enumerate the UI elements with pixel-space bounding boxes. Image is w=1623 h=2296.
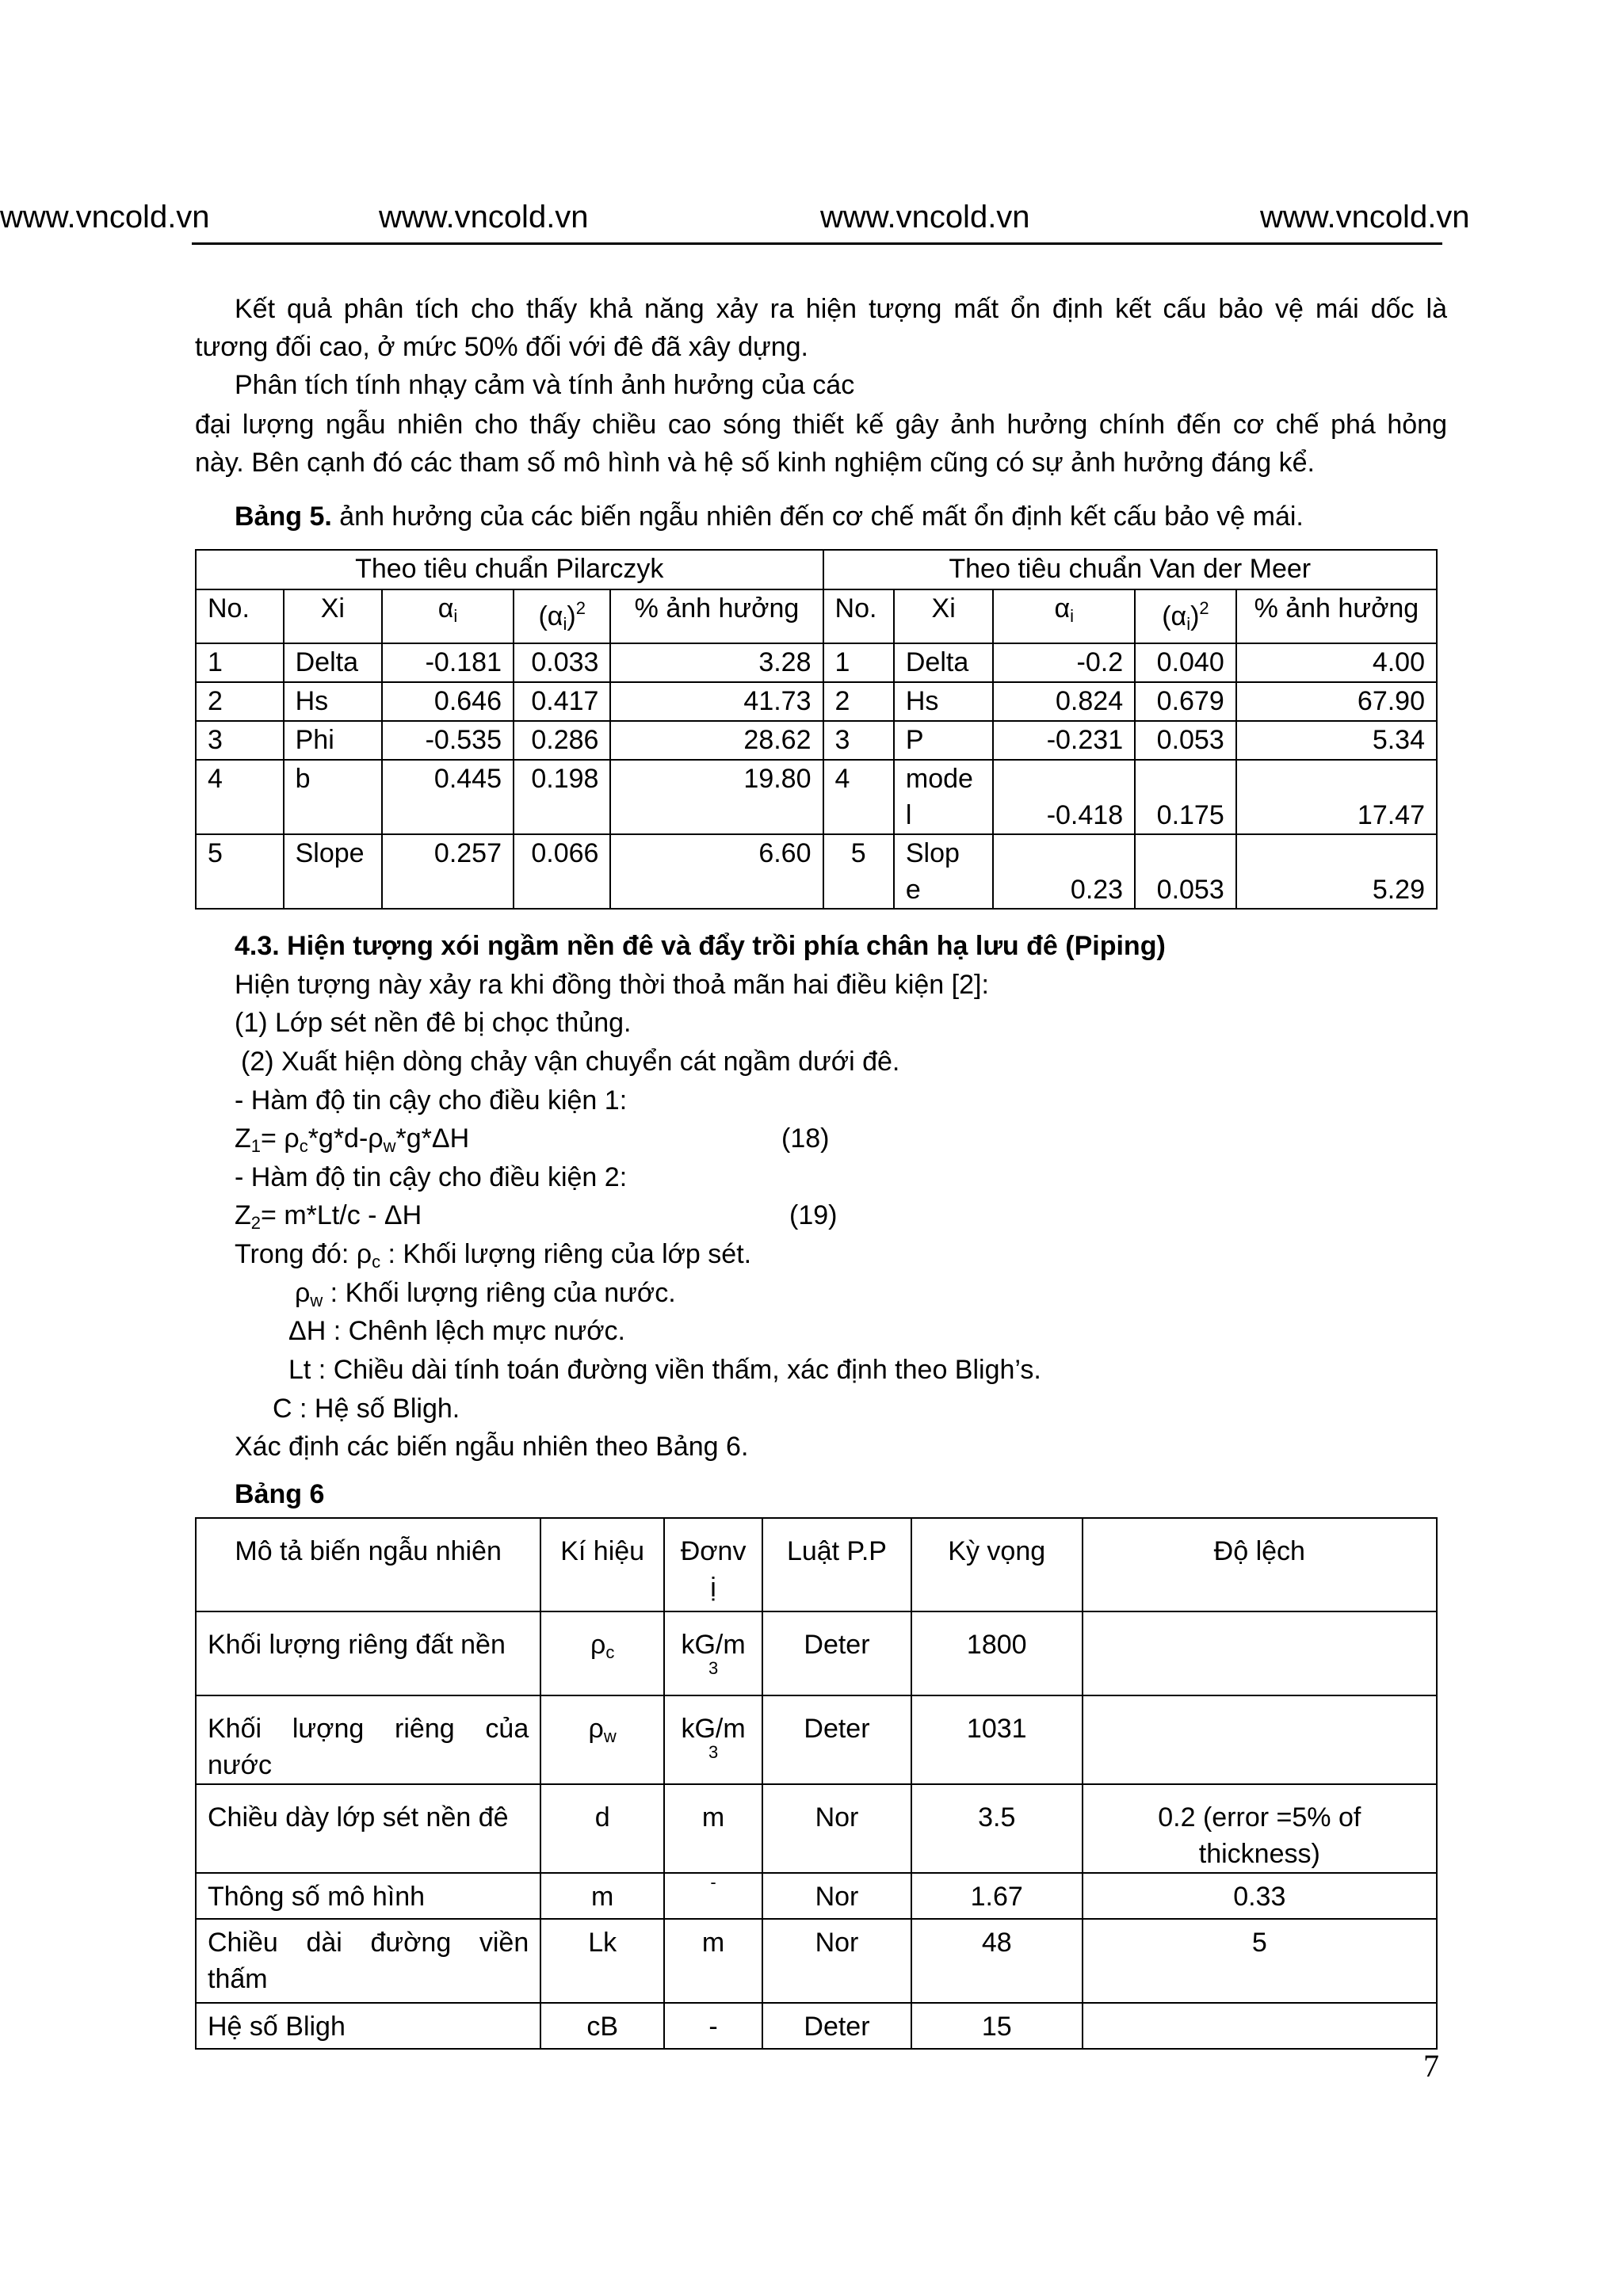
cell-description: Chiều dài đường viền thấm <box>196 1919 540 2003</box>
table-row <box>196 643 1437 682</box>
cell-no: 3 <box>196 721 284 760</box>
table-row <box>196 1873 1437 1919</box>
cell-alpha2: 0.679 <box>1135 682 1236 721</box>
cell-unit: m <box>664 1919 762 2003</box>
cell-no: 1 <box>196 643 284 682</box>
c-line: C : Hệ số Bligh. <box>273 1394 460 1424</box>
col-no: No. <box>196 589 284 643</box>
cell-mean: 1.67 <box>911 1873 1083 1919</box>
table5-caption: Bảng 5. ảnh hưởng của các biến ngẫu nhiên đến cơ chế mất ổn định kết cấu bảo vệ mái. <box>235 502 1304 532</box>
col-xi: Xi <box>894 589 994 643</box>
cell-alpha: -0.231 <box>993 721 1135 760</box>
rho-w-line: $\rho_w$ : Khối lượng riêng của nước. <box>295 1278 676 1310</box>
cell-deviation: 0.2 (error =5% of thickness) <box>1083 1784 1437 1873</box>
cell-symbol: Lk <box>540 1919 664 2003</box>
reliability-fn-2-label: - Hàm độ tin cậy cho điều kiện 2: <box>235 1162 628 1192</box>
section-line: Hiện tượng này xảy ra khi đồng thời thoả mãn hai điều kiện [2]: <box>235 970 989 1000</box>
cell-pct: 19.80 <box>610 760 823 834</box>
col-no: No. <box>823 589 894 643</box>
col-pct: % ảnh hưởng <box>1236 589 1437 643</box>
group-pilarczyk: Theo tiêu chuẩn Pilarczyk <box>196 550 823 589</box>
group-van-der-meer: Theo tiêu chuẩn Van der Meer <box>823 550 1437 589</box>
table6 <box>195 1517 1438 2050</box>
cell-symbol: d <box>540 1784 664 1873</box>
cell-no: 4 <box>196 760 284 834</box>
table-row <box>196 834 1437 909</box>
table-row <box>196 2003 1437 2049</box>
cell-alpha: 0.23 <box>993 834 1135 909</box>
intro-p2-line2: đại lượng ngẫu nhiên cho thấy chiều cao sóng thiết kế gây ảnh hưởng chính đến cơ chế phá hỏng <box>195 410 1447 440</box>
equation-18: $Z_1= \rho_c*g*d-\rho_w*g*\Delta H$ <box>235 1123 470 1156</box>
cell-symbol: m <box>540 1873 664 1919</box>
equation-19-number: (19) <box>789 1200 838 1230</box>
cell-alpha: -0.535 <box>382 721 514 760</box>
cell-xi: Delta <box>284 643 382 682</box>
cell-law: Nor <box>762 1873 911 1919</box>
cell-symbol: $\rho_c$ <box>540 1611 664 1695</box>
col-alpha-squared: $(\alpha_i)^2$ <box>1135 589 1236 643</box>
cell-no: 3 <box>823 721 894 760</box>
cell-alpha: 0.445 <box>382 760 514 834</box>
col-xi: Xi <box>284 589 382 643</box>
cell-alpha2: 0.286 <box>514 721 610 760</box>
cell-law: Nor <box>762 1784 911 1873</box>
header-link-3[interactable]: www.vncold.vn <box>820 200 1030 235</box>
table-row <box>196 1695 1437 1784</box>
cell-pct: 6.60 <box>610 834 823 909</box>
cell-no: 2 <box>196 682 284 721</box>
cell-mean: 1800 <box>911 1611 1083 1695</box>
cell-xi: Phi <box>284 721 382 760</box>
delta-h-line: ΔH : Chênh lệch mực nước. <box>288 1316 625 1346</box>
cell-mean: 1031 <box>911 1695 1083 1784</box>
header-link-2[interactable]: www.vncold.vn <box>379 200 589 235</box>
cell-alpha: 0.824 <box>993 682 1135 721</box>
cell-xi: Delta <box>894 643 994 682</box>
col-pct: % ảnh hưởng <box>610 589 823 643</box>
cell-deviation: 0.33 <box>1083 1873 1437 1919</box>
col-alpha: $\alpha_i$ <box>993 589 1135 643</box>
cell-xi: mode l <box>894 760 994 834</box>
cell-mean: 3.5 <box>911 1784 1083 1873</box>
col-alpha: $\alpha_i$ <box>382 589 514 643</box>
cell-description: Khối lượng riêng của nước <box>196 1695 540 1784</box>
cell-pct: 41.73 <box>610 682 823 721</box>
col-mean: Kỳ vọng <box>911 1518 1083 1611</box>
cell-pct: 28.62 <box>610 721 823 760</box>
where-line: Trong đó: $\rho_c$ : Khối lượng riêng của lớp sét. <box>235 1239 752 1272</box>
intro-p1-line2: tương đối cao, ở mức 50% đối với đê đã xây dựng. <box>195 332 808 362</box>
page-number: 7 <box>1423 2048 1439 2084</box>
table-row <box>196 1611 1437 1695</box>
cell-alpha: 0.257 <box>382 834 514 909</box>
cell-pct: 17.47 <box>1236 760 1437 834</box>
cell-law: Nor <box>762 1919 911 2003</box>
cell-description: Hệ số Bligh <box>196 2003 540 2049</box>
cell-alpha: -0.2 <box>993 643 1135 682</box>
cell-unit: m <box>664 1784 762 1873</box>
lt-line: Lt : Chiều dài tính toán đường viền thấm, xác định theo Bligh’s. <box>288 1355 1041 1385</box>
col-description: Mô tả biến ngẫu nhiên <box>196 1518 540 1611</box>
cell-xi: Slop e <box>894 834 994 909</box>
cell-deviation <box>1083 1611 1437 1695</box>
cell-pct: 5.29 <box>1236 834 1437 909</box>
cell-unit: kG/m 3 <box>664 1611 762 1695</box>
cell-deviation <box>1083 2003 1437 2049</box>
cell-description: Chiều dày lớp sét nền đê <box>196 1784 540 1873</box>
table5 <box>195 549 1438 910</box>
condition-1: (1) Lớp sét nền đê bị chọc thủng. <box>235 1008 632 1038</box>
cell-alpha: 0.646 <box>382 682 514 721</box>
cell-alpha2: 0.053 <box>1135 834 1236 909</box>
cell-alpha2: 0.175 <box>1135 760 1236 834</box>
condition-2: (2) Xuất hiện dòng chảy vận chuyển cát ngầm dưới đê. <box>241 1047 900 1077</box>
table-row <box>196 1784 1437 1873</box>
cell-pct: 4.00 <box>1236 643 1437 682</box>
cell-alpha2: 0.066 <box>514 834 610 909</box>
intro-p2-line1: Phân tích tính nhạy cảm và tính ảnh hưởng của các <box>235 370 855 400</box>
section-heading: 4.3. Hiện tượng xói ngầm nền đê và đẩy trồi phía chân hạ lưu đê (Piping) <box>235 931 1166 961</box>
equation-18-number: (18) <box>781 1123 830 1154</box>
table-row <box>196 1919 1437 2003</box>
table-row <box>196 721 1437 760</box>
cell-law: Deter <box>762 1695 911 1784</box>
cell-xi: P <box>894 721 994 760</box>
cell-alpha2: 0.198 <box>514 760 610 834</box>
cell-symbol: cB <box>540 2003 664 2049</box>
cell-xi: Slope <box>284 834 382 909</box>
cell-alpha2: 0.053 <box>1135 721 1236 760</box>
cell-no: 5 <box>196 834 284 909</box>
cell-law: Deter <box>762 1611 911 1695</box>
equation-19: $Z_2= m*Lt/c - \Delta H$ <box>235 1200 422 1233</box>
header-rule <box>192 242 1442 245</box>
cell-pct: 3.28 <box>610 643 823 682</box>
cell-no: 2 <box>823 682 894 721</box>
cell-unit: - <box>664 2003 762 2049</box>
cell-xi: b <box>284 760 382 834</box>
determine-line: Xác định các biến ngẫu nhiên theo Bảng 6. <box>235 1432 749 1462</box>
cell-description: Khối lượng riêng đất nền <box>196 1611 540 1695</box>
cell-xi: Hs <box>284 682 382 721</box>
cell-deviation: 5 <box>1083 1919 1437 2003</box>
cell-unit: - <box>664 1873 762 1919</box>
table-row <box>196 682 1437 721</box>
cell-alpha2: 0.040 <box>1135 643 1236 682</box>
cell-no: 4 <box>823 760 894 834</box>
cell-mean: 48 <box>911 1919 1083 2003</box>
cell-description: Thông số mô hình <box>196 1873 540 1919</box>
header-link-1[interactable]: www.vncold.vn <box>0 200 210 235</box>
col-deviation: Độ lệch <box>1083 1518 1437 1611</box>
cell-alpha2: 0.033 <box>514 643 610 682</box>
cell-alpha: -0.418 <box>993 760 1135 834</box>
cell-pct: 5.34 <box>1236 721 1437 760</box>
table-row <box>196 760 1437 834</box>
cell-unit: kG/m 3 <box>664 1695 762 1784</box>
cell-mean: 15 <box>911 2003 1083 2049</box>
cell-alpha2: 0.417 <box>514 682 610 721</box>
header-link-4[interactable]: www.vncold.vn <box>1260 200 1470 235</box>
cell-no: 5 <box>823 834 894 909</box>
intro-p1-line1: Kết quả phân tích cho thấy khả năng xảy ra hiện tượng mất ổn định kết cấu bảo vệ mái dốc là <box>235 294 1447 324</box>
col-alpha-squared: $(\alpha_i)^2$ <box>514 589 610 643</box>
cell-alpha: -0.181 <box>382 643 514 682</box>
col-unit: Đơnv ị <box>664 1518 762 1611</box>
cell-law: Deter <box>762 2003 911 2049</box>
table6-caption: Bảng 6 <box>235 1479 325 1509</box>
reliability-fn-1-label: - Hàm độ tin cậy cho điều kiện 1: <box>235 1085 628 1116</box>
intro-p2-line3: này. Bên cạnh đó các tham số mô hình và hệ số kinh nghiệm cũng có sự ảnh hưởng đáng kể. <box>195 448 1315 478</box>
cell-deviation <box>1083 1695 1437 1784</box>
cell-pct: 67.90 <box>1236 682 1437 721</box>
cell-symbol: $\rho_w$ <box>540 1695 664 1784</box>
col-symbol: Kí hiệu <box>540 1518 664 1611</box>
cell-no: 1 <box>823 643 894 682</box>
col-law: Luật P.P <box>762 1518 911 1611</box>
cell-xi: Hs <box>894 682 994 721</box>
